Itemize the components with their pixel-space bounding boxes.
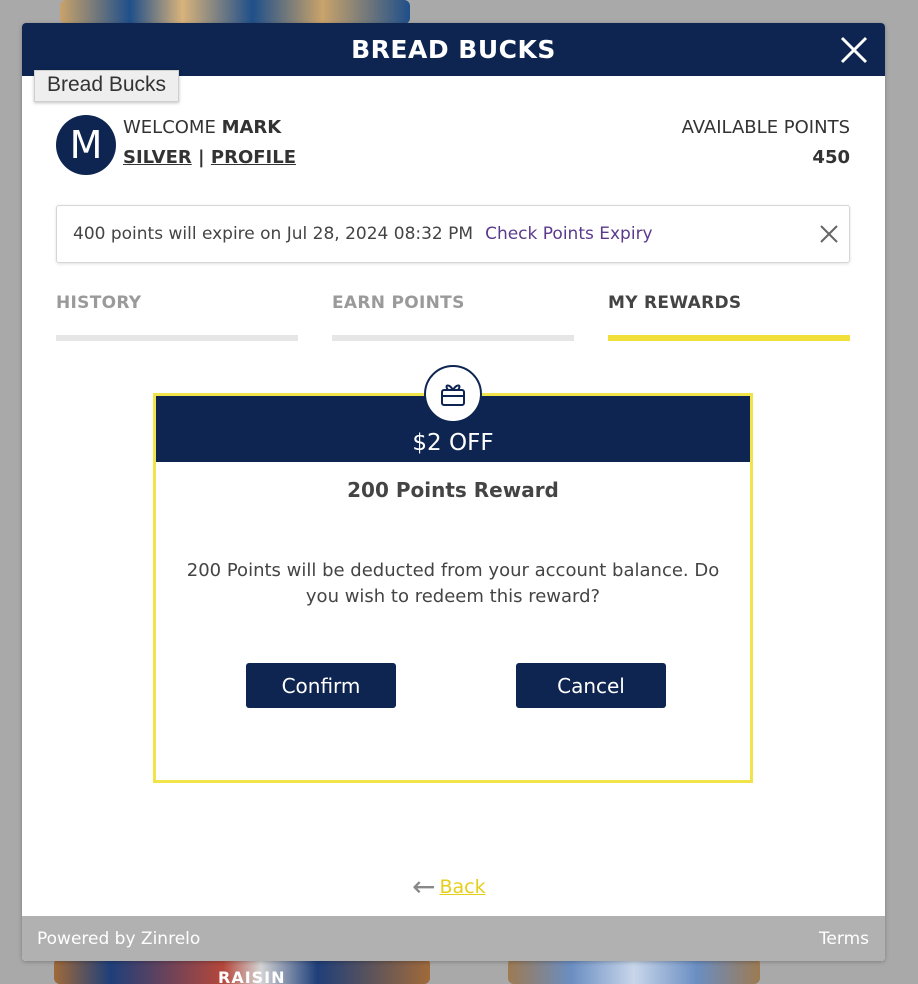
tab-label: EARN POINTS [332,293,465,313]
tab-label: MY REWARDS [608,293,742,313]
expiry-banner [56,205,850,263]
tier-link[interactable]: SILVER [123,147,192,168]
terms-link[interactable]: Terms [818,928,869,949]
tab-indicator [56,335,298,341]
reward-card [153,393,753,783]
tab-history[interactable] [56,293,298,341]
user-summary [56,115,850,177]
modal-header [22,23,885,76]
loyalty-modal [22,23,885,961]
welcome-prefix: WELCOME [123,117,216,138]
check-points-expiry-link[interactable]: Check Points Expiry [485,224,653,244]
background-product-bottom-right [508,958,760,984]
avatar: M [56,115,116,175]
confirm-button[interactable]: Confirm [246,663,396,708]
arrow-left-icon: ← [412,870,436,903]
gift-icon [438,379,468,409]
expiry-message: 400 points will expire on Jul 28, 2024 08:32 PM [73,224,474,244]
reward-name: 200 Points Reward [347,478,559,502]
welcome-text [123,117,281,138]
tab-indicator [332,335,574,341]
available-points-label: AVAILABLE POINTS [681,117,850,138]
modal-title: BREAD BUCKS [351,35,556,64]
link-separator: | [198,147,205,168]
close-icon [819,224,839,244]
expiry-close-button[interactable] [819,224,839,244]
gift-icon-badge [424,365,482,423]
profile-link[interactable]: PROFILE [210,147,297,168]
back-label: Back [439,876,486,898]
tab-label: HISTORY [56,293,142,313]
modal-footer [22,916,885,961]
title-tooltip: Bread Bucks [34,70,179,102]
user-name: MARK [221,117,282,138]
background-product-top [60,0,410,24]
background-product-label: RAISIN [218,968,286,984]
available-points-value: 450 [812,147,850,168]
tab-earn-points[interactable] [332,293,574,341]
back-link[interactable] [412,870,486,903]
reward-amount: $2 OFF [412,430,494,456]
close-button[interactable] [839,35,869,65]
cancel-button[interactable]: Cancel [516,663,666,708]
powered-by-text: Powered by Zinrelo [37,928,201,949]
user-links [123,147,296,168]
background-product-bottom-left [54,958,430,984]
tab-indicator [608,335,850,341]
tab-bar [56,293,850,341]
reward-header [156,396,750,462]
close-icon [839,35,869,65]
reward-confirmation-message: 200 Points will be deducted from your account balance. Do you wish to redeem this reward? [186,560,720,607]
tab-my-rewards[interactable] [608,293,850,341]
